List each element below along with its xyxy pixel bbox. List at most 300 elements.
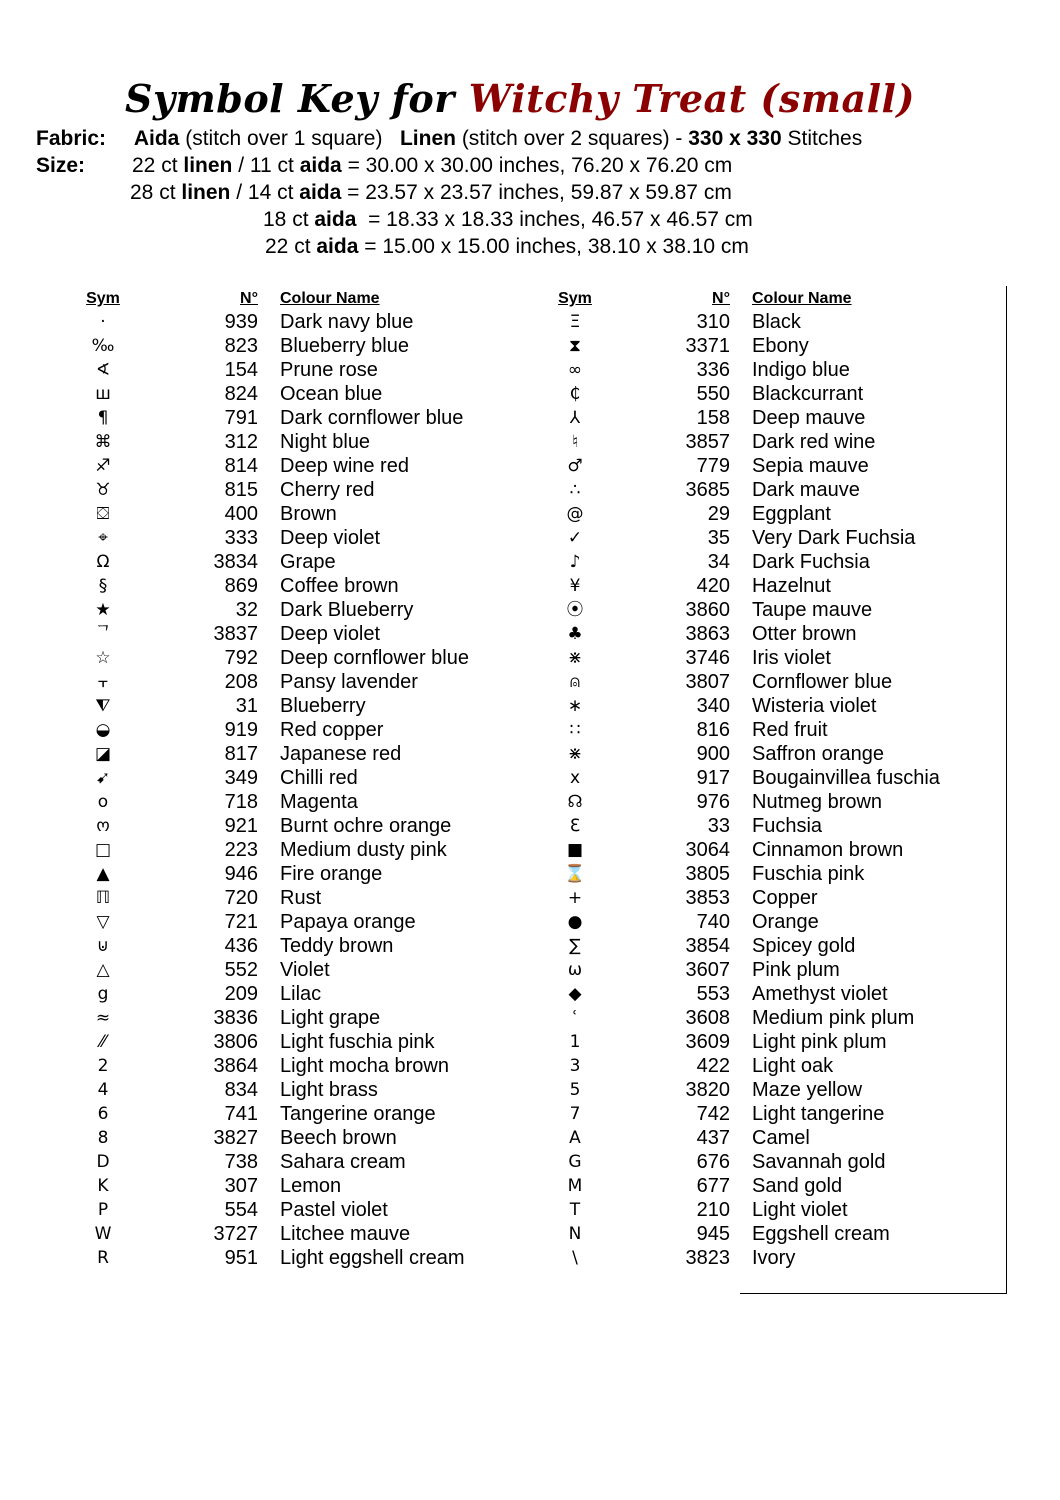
- symbol-cell: 5: [569, 1080, 581, 1100]
- colour-name-cell: Blueberry: [280, 695, 366, 717]
- number-cell: 917: [696, 767, 730, 789]
- symbol-table-right: [544, 288, 1012, 1270]
- number-cell: 31: [235, 695, 258, 717]
- number-cell: 3857: [685, 431, 730, 453]
- number-cell: 307: [224, 1175, 258, 1197]
- table-row: [544, 382, 1012, 406]
- number-cell: 3827: [213, 1127, 258, 1149]
- colour-name-cell: Iris violet: [752, 647, 831, 669]
- number-cell: 951: [224, 1247, 258, 1269]
- number-cell: 676: [696, 1151, 730, 1173]
- table-row: [72, 478, 540, 502]
- table-row: [72, 430, 540, 454]
- colour-name-cell: Deep wine red: [280, 455, 409, 477]
- symbol-cell: 7: [569, 1104, 581, 1124]
- symbol-cell: ◪: [94, 744, 112, 764]
- size-dimensions: = 18.33 x 18.33 inches, 46.57 x 46.57 cm: [356, 208, 753, 231]
- number-cell: 738: [224, 1151, 258, 1173]
- number-cell: 976: [696, 791, 730, 813]
- number-cell: 340: [696, 695, 730, 717]
- number-cell: 209: [224, 983, 258, 1005]
- number-cell: 29: [707, 503, 730, 525]
- number-cell: 550: [696, 383, 730, 405]
- symbol-cell: D: [96, 1152, 110, 1172]
- symbol-cell: ⧨: [95, 696, 111, 716]
- colour-name-cell: Saffron orange: [752, 743, 884, 765]
- symbol-cell: ℿ: [95, 888, 111, 908]
- colour-name-cell: Prune rose: [280, 359, 378, 381]
- table-row: [72, 1222, 540, 1246]
- colour-name-cell: Ebony: [752, 335, 809, 357]
- colour-name-cell: Light mocha brown: [280, 1055, 449, 1077]
- symbol-cell: ♮: [571, 432, 579, 452]
- table-row: [72, 1150, 540, 1174]
- table-row: [544, 1198, 1012, 1222]
- symbol-cell: ✓: [567, 528, 583, 548]
- number-cell: 718: [224, 791, 258, 813]
- number-cell: 312: [224, 431, 258, 453]
- colour-name-cell: Grape: [280, 551, 336, 573]
- table-row: [72, 406, 540, 430]
- number-cell: 721: [224, 911, 258, 933]
- number-cell: 3064: [685, 839, 730, 861]
- table-row: [72, 1246, 540, 1270]
- number-cell: 3806: [213, 1031, 258, 1053]
- colour-name-cell: Sepia mauve: [752, 455, 869, 477]
- colour-name-cell: Camel: [752, 1127, 810, 1149]
- symbol-cell: ⌖: [98, 528, 108, 548]
- colour-name-cell: Deep violet: [280, 623, 381, 645]
- table-row: [544, 982, 1012, 1006]
- bottom-border-line: [740, 1293, 1007, 1294]
- size-label: Size:: [36, 154, 86, 177]
- table-row: [72, 1006, 540, 1030]
- colour-name-cell: Pansy lavender: [280, 671, 418, 693]
- colour-name-cell: Brown: [280, 503, 337, 525]
- stitch-count: 330 x 330: [688, 127, 782, 150]
- number-cell: 740: [696, 911, 730, 933]
- number-cell: 3607: [685, 959, 730, 981]
- colour-name-cell: Red copper: [280, 719, 384, 741]
- fabric-line: [36, 126, 862, 152]
- colour-name-cell: Pink plum: [752, 959, 840, 981]
- number-cell: 3685: [685, 479, 730, 501]
- colour-name-cell: Light pink plum: [752, 1031, 887, 1053]
- table-row: [72, 310, 540, 334]
- number-cell: 420: [696, 575, 730, 597]
- table-row: [544, 838, 1012, 862]
- colour-name-cell: Nutmeg brown: [752, 791, 883, 813]
- number-cell: 34: [707, 551, 730, 573]
- table-row: [72, 382, 540, 406]
- symbol-cell: 1: [569, 1032, 581, 1052]
- symbol-table-left: [72, 288, 540, 1270]
- table-row: [544, 598, 1012, 622]
- number-cell: 35: [707, 527, 730, 549]
- colour-name-cell: Cinnamon brown: [752, 839, 904, 861]
- number-cell: 791: [224, 407, 258, 429]
- colour-name-cell: Ivory: [752, 1247, 796, 1269]
- table-row: [544, 862, 1012, 886]
- symbol-cell: ⋇: [567, 744, 583, 764]
- symbol-cell: §: [98, 576, 108, 596]
- symbol-cell: 3: [569, 1056, 581, 1076]
- colour-name-cell: Eggshell cream: [752, 1223, 890, 1245]
- number-cell: 437: [696, 1127, 730, 1149]
- symbol-cell: K: [97, 1176, 109, 1196]
- colour-name-cell: Spicey gold: [752, 935, 856, 957]
- symbol-cell: Ω: [96, 552, 110, 572]
- colour-name-cell: Magenta: [280, 791, 358, 813]
- symbol-cell: ■: [566, 840, 584, 860]
- table-row: [72, 454, 540, 478]
- number-cell: 3854: [685, 935, 730, 957]
- header-number: N°: [712, 290, 730, 307]
- table-row: [544, 454, 1012, 478]
- table-row: [72, 766, 540, 790]
- number-cell: 823: [224, 335, 258, 357]
- symbol-cell: P: [97, 1200, 109, 1220]
- number-cell: 3820: [685, 1079, 730, 1101]
- colour-name-cell: Coffee brown: [280, 575, 399, 597]
- colour-name-cell: Burnt ochre orange: [280, 815, 452, 837]
- colour-name-cell: Light eggshell cream: [280, 1247, 465, 1269]
- symbol-cell: ¥: [569, 576, 581, 596]
- number-cell: 3807: [685, 671, 730, 693]
- table-row: [544, 622, 1012, 646]
- number-cell: 333: [224, 527, 258, 549]
- number-cell: 436: [224, 935, 258, 957]
- symbol-cell: ♪: [569, 552, 581, 572]
- number-cell: 814: [224, 455, 258, 477]
- number-cell: 792: [224, 647, 258, 669]
- table-row: [72, 502, 540, 526]
- symbol-cell: ⫟: [97, 672, 109, 692]
- number-cell: 400: [224, 503, 258, 525]
- size-count: 18 ct: [263, 208, 315, 231]
- table-row: [72, 574, 540, 598]
- number-cell: 3853: [685, 887, 730, 909]
- fabric-aida: Aida: [133, 127, 180, 150]
- symbol-cell: ∴: [569, 480, 581, 500]
- table-row: [544, 814, 1012, 838]
- number-cell: 552: [224, 959, 258, 981]
- colour-name-cell: Taupe mauve: [752, 599, 873, 621]
- symbol-cell: ▽: [96, 912, 110, 932]
- symbol-cell: ⋇: [567, 648, 583, 668]
- symbol-cell: ⛋: [96, 504, 110, 524]
- header-sym: Sym: [558, 290, 592, 307]
- table-row: [72, 1174, 540, 1198]
- symbol-cell: \: [572, 1248, 578, 1268]
- number-cell: 210: [696, 1199, 730, 1221]
- colour-name-cell: Dark red wine: [752, 431, 876, 453]
- symbol-cell: ∗: [567, 696, 583, 716]
- table-row: [544, 1030, 1012, 1054]
- symbol-cell: ♂: [567, 456, 583, 476]
- colour-name-cell: Dark Blueberry: [280, 599, 414, 621]
- symbol-cell: ◆: [568, 984, 582, 1004]
- size-count: / 14 ct: [230, 181, 300, 204]
- table-row: [72, 862, 540, 886]
- size-fabric: aida: [314, 208, 357, 231]
- table-row: [544, 790, 1012, 814]
- colour-name-cell: Lilac: [280, 983, 322, 1005]
- colour-name-cell: Pastel violet: [280, 1199, 388, 1221]
- colour-name-cell: Teddy brown: [280, 935, 394, 957]
- colour-name-cell: Violet: [280, 959, 330, 981]
- symbol-cell: ◒: [95, 720, 111, 740]
- colour-name-cell: Blueberry blue: [280, 335, 409, 357]
- size-fabric: aida: [316, 235, 359, 258]
- size-line-2: [130, 180, 732, 206]
- colour-name-cell: Fuchsia: [752, 815, 823, 837]
- colour-name-cell: Cornflower blue: [752, 671, 893, 693]
- number-cell: 817: [224, 743, 258, 765]
- symbol-cell: ш: [95, 384, 111, 404]
- table-row: [72, 550, 540, 574]
- colour-name-cell: Ocean blue: [280, 383, 383, 405]
- symbol-cell: ➹: [95, 768, 111, 788]
- colour-name-cell: Light tangerine: [752, 1103, 885, 1125]
- table-row: [544, 502, 1012, 526]
- colour-name-cell: Blackcurrant: [752, 383, 864, 405]
- right-border-line: [1006, 286, 1007, 1294]
- size-line-3: [263, 207, 753, 233]
- header-sym: Sym: [86, 290, 120, 307]
- symbol-cell: +: [567, 888, 583, 908]
- symbol-cell: ⌘: [94, 432, 112, 452]
- number-cell: 742: [696, 1103, 730, 1125]
- symbol-cell: 4: [97, 1080, 109, 1100]
- symbol-cell: ∷: [569, 720, 581, 740]
- colour-name-cell: Cherry red: [280, 479, 375, 501]
- symbol-cell: ʿ: [572, 1008, 578, 1028]
- colour-name-cell: Rust: [280, 887, 322, 909]
- table-row: [72, 694, 540, 718]
- table-row: [72, 934, 540, 958]
- table-row: [544, 310, 1012, 334]
- pattern-name: Witchy Treat (small): [468, 76, 915, 121]
- table-row: [72, 670, 540, 694]
- number-cell: 422: [696, 1055, 730, 1077]
- table-header-row: [544, 288, 1012, 310]
- colour-name-cell: Bougainvillea fuschia: [752, 767, 940, 789]
- symbol-cell: ¶: [97, 408, 109, 428]
- symbol-cell: ω: [567, 960, 583, 980]
- size-fabric: linen: [183, 154, 233, 177]
- table-row: [544, 1222, 1012, 1246]
- symbol-cell: △: [96, 960, 110, 980]
- table-row: [544, 1078, 1012, 1102]
- table-row: [72, 526, 540, 550]
- table-row: [72, 742, 540, 766]
- size-count: 22 ct: [132, 154, 184, 177]
- title-prefix: Symbol Key for: [125, 76, 455, 121]
- symbol-cell: ∞: [567, 360, 583, 380]
- symbol-cell: 2: [97, 1056, 109, 1076]
- table-row: [72, 718, 540, 742]
- number-cell: 741: [224, 1103, 258, 1125]
- colour-name-cell: Sand gold: [752, 1175, 843, 1197]
- colour-name-cell: Dark Fuchsia: [752, 551, 870, 573]
- table-row: [72, 814, 540, 838]
- symbol-cell: ☊: [567, 792, 583, 812]
- number-cell: 816: [696, 719, 730, 741]
- number-cell: 349: [224, 767, 258, 789]
- number-cell: 554: [224, 1199, 258, 1221]
- number-cell: 3863: [685, 623, 730, 645]
- number-cell: 553: [696, 983, 730, 1005]
- table-row: [544, 670, 1012, 694]
- table-row: [544, 334, 1012, 358]
- symbol-cell: □: [94, 840, 112, 860]
- colour-name-cell: Light fuschia pink: [280, 1031, 435, 1053]
- table-row: [544, 1126, 1012, 1150]
- colour-name-cell: Eggplant: [752, 503, 831, 525]
- size-line-4: [265, 234, 749, 260]
- table-row: [544, 478, 1012, 502]
- number-cell: 33: [707, 815, 730, 837]
- size-fabric: aida: [299, 154, 342, 177]
- colour-name-cell: Fire orange: [280, 863, 383, 885]
- header-colour-name: Colour Name: [280, 290, 380, 307]
- table-row: [544, 742, 1012, 766]
- stitch-word: Stitches: [787, 127, 863, 150]
- symbol-cell: ‰: [91, 336, 115, 356]
- colour-name-cell: Amethyst violet: [752, 983, 888, 1005]
- table-row: [72, 982, 540, 1006]
- table-row: [72, 1102, 540, 1126]
- symbol-cell: ⌛: [564, 864, 586, 884]
- fabric-label: Fabric:: [36, 127, 107, 150]
- number-cell: 779: [696, 455, 730, 477]
- table-row: [544, 910, 1012, 934]
- number-cell: 158: [696, 407, 730, 429]
- table-row: [72, 838, 540, 862]
- symbol-cell: ★: [95, 600, 111, 620]
- number-cell: 921: [224, 815, 258, 837]
- size-count: 22 ct: [265, 235, 317, 258]
- table-row: [72, 646, 540, 670]
- table-row: [544, 766, 1012, 790]
- colour-name-cell: Papaya orange: [280, 911, 416, 933]
- colour-name-cell: Maze yellow: [752, 1079, 863, 1101]
- colour-name-cell: Light grape: [280, 1007, 381, 1029]
- symbol-cell: 8: [97, 1128, 109, 1148]
- colour-name-cell: Black: [752, 311, 801, 333]
- number-cell: 834: [224, 1079, 258, 1101]
- symbol-cell: A: [569, 1128, 581, 1148]
- symbol-cell: ●: [567, 912, 583, 932]
- colour-name-cell: Japanese red: [280, 743, 402, 765]
- colour-name-cell: Medium pink plum: [752, 1007, 915, 1029]
- colour-name-cell: Lemon: [280, 1175, 342, 1197]
- symbol-cell: ⁄⁄: [100, 1032, 106, 1052]
- symbol-cell: ⧗: [569, 336, 581, 356]
- colour-name-cell: Copper: [752, 887, 818, 909]
- colour-name-cell: Fuschia pink: [752, 863, 865, 885]
- number-cell: 3727: [213, 1223, 258, 1245]
- table-row: [72, 1126, 540, 1150]
- number-cell: 3836: [213, 1007, 258, 1029]
- symbol-cell: N: [568, 1224, 582, 1244]
- table-row: [544, 934, 1012, 958]
- number-cell: 310: [696, 311, 730, 333]
- colour-name-cell: Night blue: [280, 431, 371, 453]
- size-fabric: linen: [181, 181, 231, 204]
- fabric-linen: Linen: [399, 127, 456, 150]
- number-cell: 677: [696, 1175, 730, 1197]
- symbol-cell: ∑: [569, 936, 581, 956]
- table-row: [544, 358, 1012, 382]
- symbol-cell: x: [569, 768, 581, 788]
- number-cell: 3837: [213, 623, 258, 645]
- symbol-cell: ☆: [95, 648, 111, 668]
- table-row: [72, 358, 540, 382]
- symbol-cell: M: [567, 1176, 583, 1196]
- table-row: [544, 430, 1012, 454]
- symbol-cell: ∢: [95, 360, 111, 380]
- table-row: [544, 646, 1012, 670]
- colour-name-cell: Otter brown: [752, 623, 857, 645]
- fabric-linen-note: (stitch over 2 squares) -: [461, 127, 683, 150]
- number-cell: 824: [224, 383, 258, 405]
- table-row: [544, 886, 1012, 910]
- table-row: [544, 718, 1012, 742]
- table-row: [72, 910, 540, 934]
- table-row: [544, 574, 1012, 598]
- colour-name-cell: Hazelnut: [752, 575, 831, 597]
- symbol-cell: ♣: [567, 624, 583, 644]
- fabric-aida-note: (stitch over 1 square): [185, 127, 383, 150]
- colour-name-cell: Wisteria violet: [752, 695, 877, 717]
- table-row: [544, 550, 1012, 574]
- symbol-cell: ო: [96, 816, 110, 836]
- number-cell: 336: [696, 359, 730, 381]
- symbol-cell: ℇ: [569, 816, 581, 836]
- number-cell: 154: [224, 359, 258, 381]
- symbol-cell: ▲: [96, 864, 110, 884]
- symbol-cell: R: [97, 1248, 109, 1268]
- colour-name-cell: Deep cornflower blue: [280, 647, 469, 669]
- number-cell: 3746: [685, 647, 730, 669]
- number-cell: 869: [224, 575, 258, 597]
- colour-name-cell: Red fruit: [752, 719, 828, 741]
- table-row: [72, 622, 540, 646]
- table-row: [544, 526, 1012, 550]
- number-cell: 3371: [685, 335, 730, 357]
- colour-name-cell: Light brass: [280, 1079, 378, 1101]
- number-cell: 900: [696, 743, 730, 765]
- symbol-cell: G: [568, 1152, 582, 1172]
- number-cell: 3609: [685, 1031, 730, 1053]
- symbol-cell: W: [94, 1224, 112, 1244]
- symbol-cell: ♐: [95, 456, 111, 476]
- colour-name-cell: Light oak: [752, 1055, 834, 1077]
- symbol-cell: ⍝: [569, 672, 581, 692]
- colour-name-cell: Indigo blue: [752, 359, 850, 381]
- table-row: [72, 598, 540, 622]
- symbol-cell: g: [97, 984, 109, 1004]
- number-cell: 946: [224, 863, 258, 885]
- number-cell: 939: [224, 311, 258, 333]
- symbol-cell: @: [566, 504, 584, 524]
- table-row: [544, 1054, 1012, 1078]
- table-row: [544, 1174, 1012, 1198]
- table-row: [544, 958, 1012, 982]
- table-header-row: [72, 288, 540, 310]
